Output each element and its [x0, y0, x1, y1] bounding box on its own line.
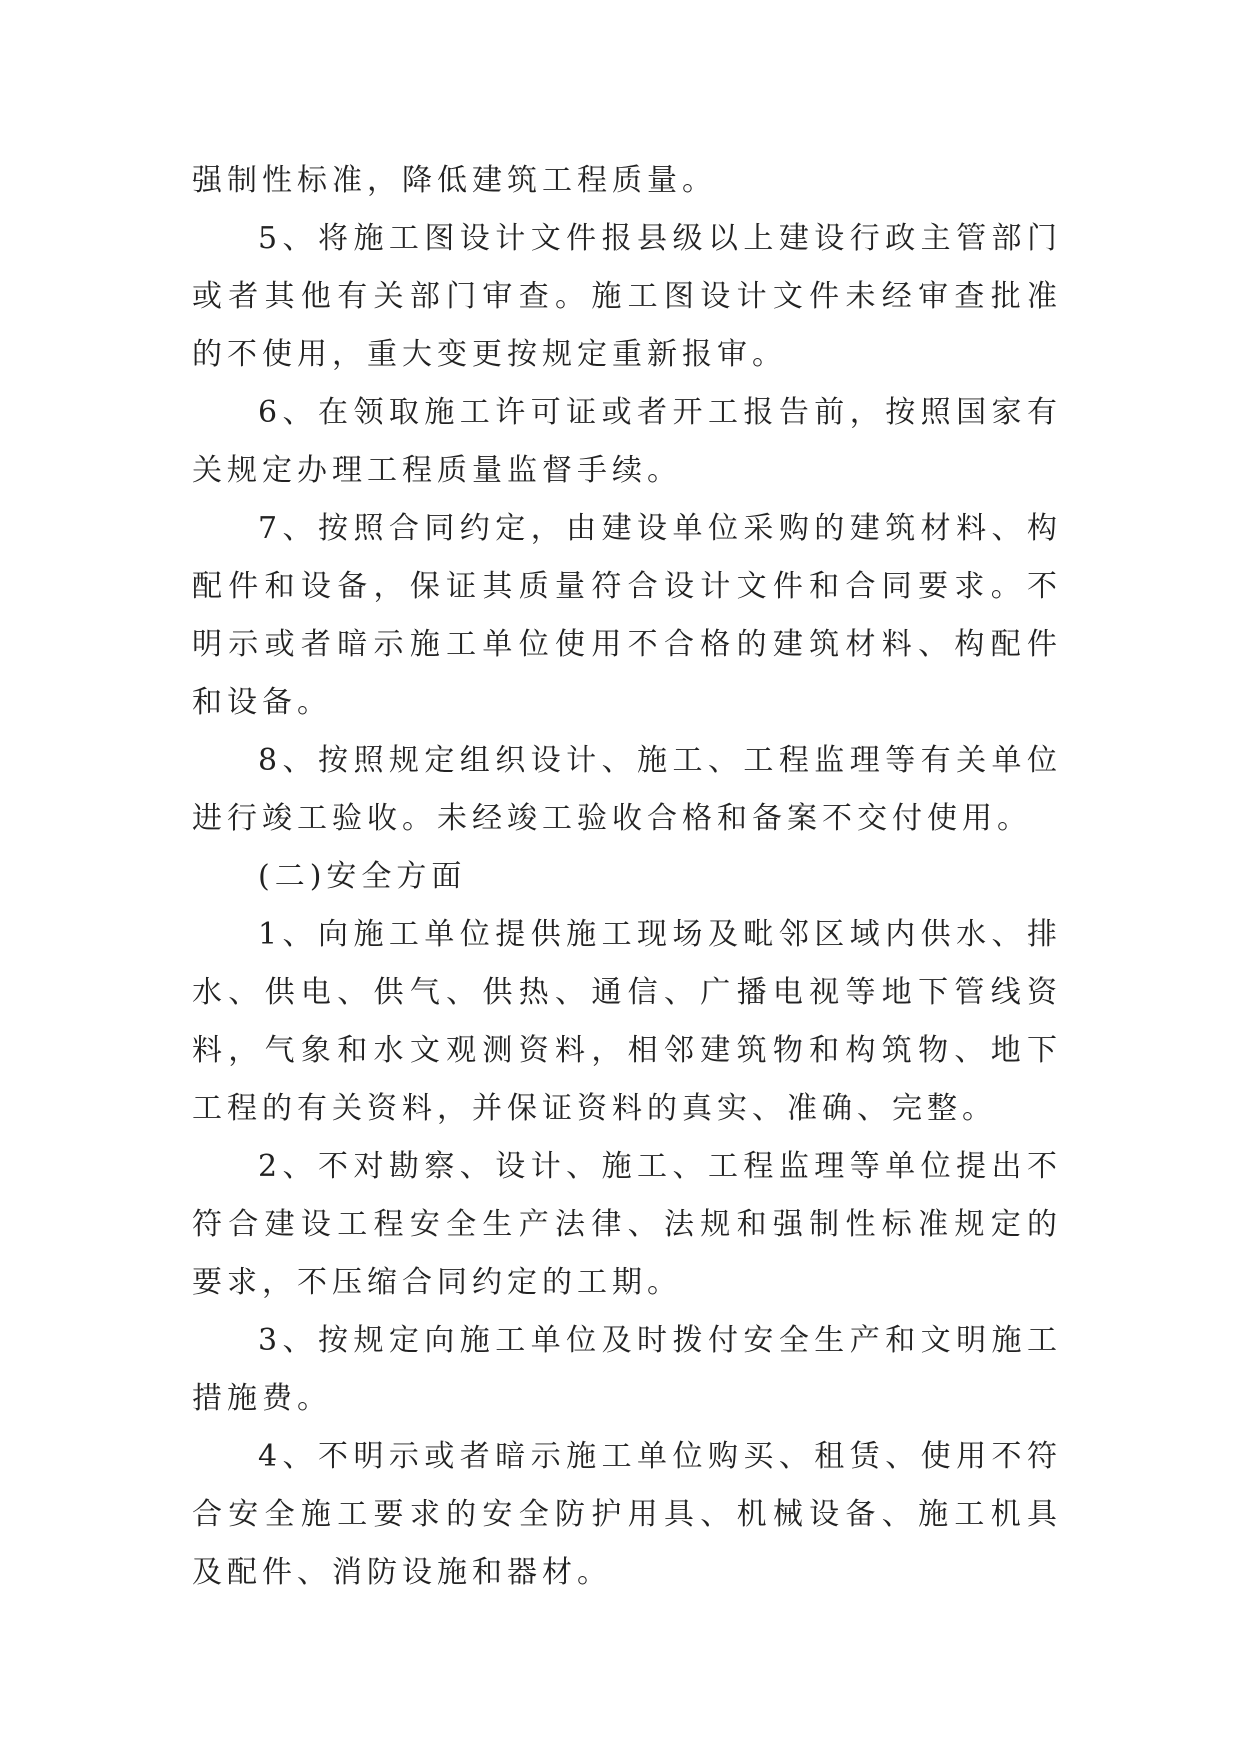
paragraph-continuation: 强制性标准，降低建筑工程质量。: [192, 163, 717, 198]
paragraph-item-5: 5、将施工图设计文件报县级以上建设行政主管部门或者其他有关部门审查。施工图设计文件未经审查批准的不使用，重大变更按规定重新报审。: [192, 221, 1062, 372]
paragraph-item-7: 7、按照合同约定，由建设单位采购的建筑材料、构配件和设备，保证其质量符合设计文件和合同要求。不明示或者暗示施工单位使用不合格的建筑材料、构配件和设备。: [192, 511, 1062, 720]
paragraph-item-6: 6、在领取施工许可证或者开工报告前，按照国家有关规定办理工程质量监督手续。: [192, 395, 1062, 488]
section-heading-safety: (二)安全方面: [258, 859, 467, 894]
paragraph-safety-1: 1、向施工单位提供施工现场及毗邻区域内供水、排水、供电、供气、供热、通信、广播电视等地下管线资料，气象和水文观测资料，相邻建筑物和构筑物、地下工程的有关资料，并保证资料的真实、准确、完整。: [192, 917, 1062, 1126]
paragraph-item-8: 8、按照规定组织设计、施工、工程监理等有关单位进行竣工验收。未经竣工验收合格和备案不交付使用。: [192, 743, 1062, 836]
paragraph-safety-2: 2、不对勘察、设计、施工、工程监理等单位提出不符合建设工程安全生产法律、法规和强制性标准规定的要求，不压缩合同约定的工期。: [192, 1149, 1062, 1300]
paragraph-safety-3: 3、按规定向施工单位及时拨付安全生产和文明施工措施费。: [192, 1323, 1062, 1416]
paragraph-safety-4: 4、不明示或者暗示施工单位购买、租赁、使用不符合安全施工要求的安全防护用具、机械设备、施工机具及配件、消防设施和器材。: [192, 1439, 1062, 1590]
document-body: [192, 152, 1062, 1602]
